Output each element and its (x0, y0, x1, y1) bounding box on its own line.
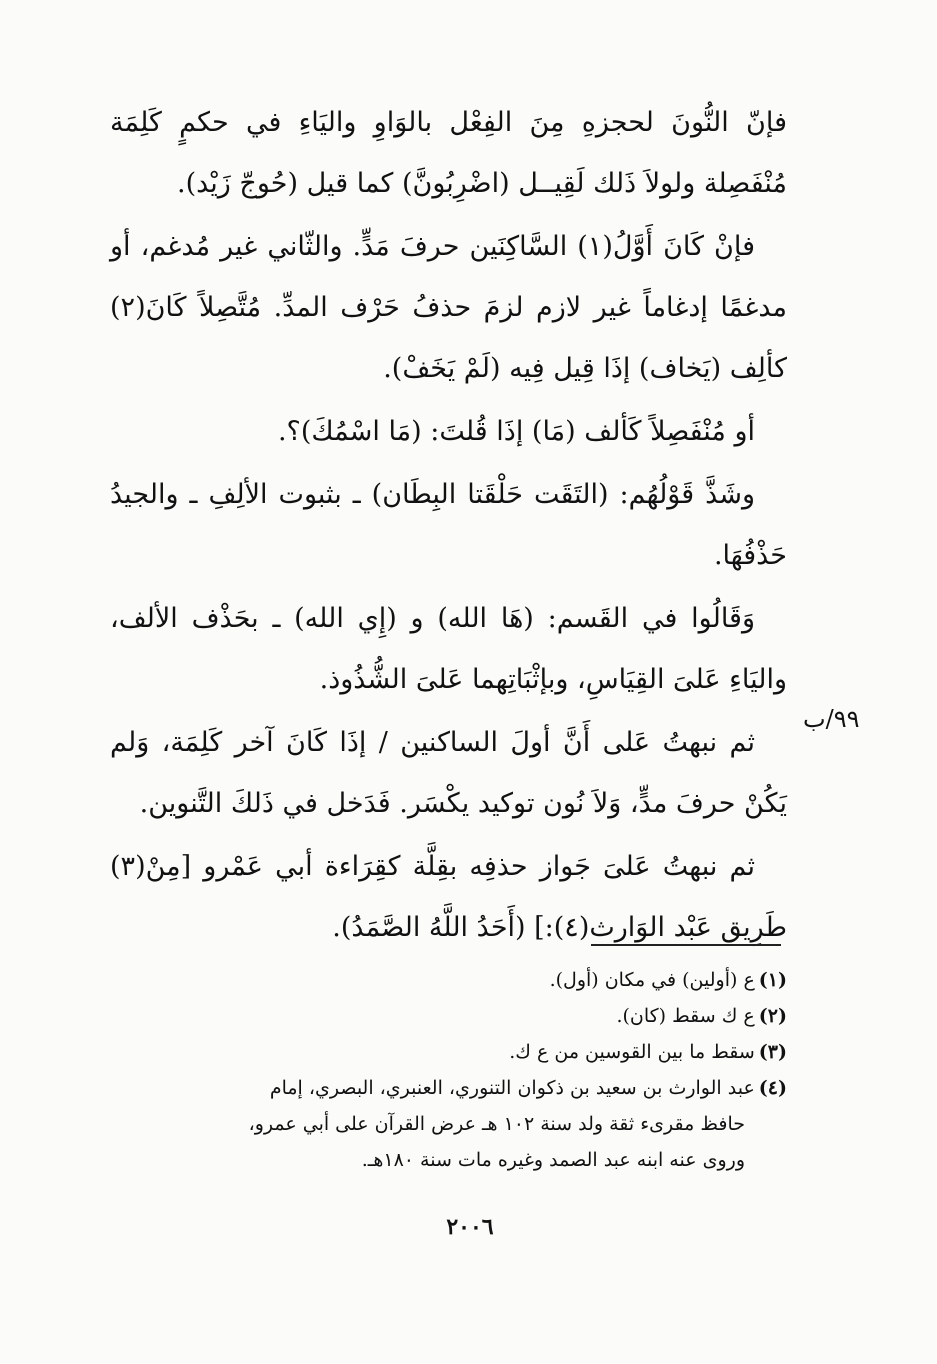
footnotes (110, 962, 787, 1178)
footnote-divider (591, 944, 781, 946)
footnote-text: ع (أولين) في مكان (أول). (549, 969, 755, 991)
footnote-4 (110, 1070, 787, 1106)
paragraph-7: ثم نبهتُ عَلىَ جَواز حذفِه بقِلَّة كقِرَاءة أبي عَمْرو [مِنْ(٣) طَرِيق عَبْد الوَارث(٤):] (أَحَدُ اللَّهُ الصَّمَدُ). (110, 851, 787, 943)
paragraph-1: فإنّ النُّونَ لحجزهِ مِنَ الفِعْل بالوَاوِ واليَاءِ في حكمٍ كَلِمَة مُنْفَصِلة ولولاَ ذَلك لَقِيــل (اضْرِبُونَّ) كما قيل (حُوجّ زَيْد). (110, 107, 787, 199)
footnote-text: عبد الوارث بن سعيد بن ذكوان التنوري، العنبري، البصري، إمام (269, 1077, 755, 1099)
paragraph-5: وَقَالُوا في القَسم: (هَا الله) و (إِي الله) ـ بحَذْف الألف، واليَاءِ عَلىَ القِيَاسِ، وبإثْبَاتِهما عَلىَ الشُّذُوذ. (110, 603, 787, 695)
footnote-number: (٤) (758, 1077, 787, 1099)
paragraph-3: أو مُنْفَصِلاً كَألف (مَا) إذَا قُلتَ: (مَا اسْمُكَ)؟. (277, 416, 755, 447)
footnote-4-line-3: وروى عنه ابنه عبد الصمد وغيره مات سنة ١٨٠هـ. (361, 1149, 745, 1171)
footnote-number: (٣) (758, 1041, 787, 1063)
footnote-2 (110, 998, 787, 1034)
paragraph-2: فإنْ كَانَ أَوَّلُ(١) السَّاكِنَين حرفَ مَدٍّ. والثّاني غير مُدغم، أو مدغمًا إدغاماً غير لازم لزمَ حذفُ حَرْف المدِّ. مُتَّصِلاً كَانَ(٢) كألِف (يَخاف) إذَا قِيل فِيه (لَمْ يَخَفْ). (110, 231, 787, 384)
footnote-text: ع ك سقط (كان). (616, 1005, 755, 1027)
footnote-1 (110, 962, 787, 998)
footnote-4-line-2: حافظ مقرىء ثقة ولد سنة ١٠٢ هـ عرض القرآن على أبي عمرو، (248, 1113, 745, 1135)
footnote-3 (110, 1034, 787, 1070)
footnote-number: (١) (758, 969, 787, 991)
footnote-number: (٢) (758, 1005, 787, 1027)
paragraph-4: وشَذَّ قَوْلُهُم: (التَقَت حَلْقَتا البِطَان) ـ بثبوت الألِفِ ـ والجيدُ حَذْفُهَا. (110, 479, 787, 571)
folio-marker: ٩٩/ب (803, 705, 860, 733)
main-text (110, 92, 787, 960)
page-number: ٢٠٠٦ (446, 1214, 494, 1240)
footnote-text: سقط ما بين القوسين من ع ك. (509, 1041, 755, 1063)
paragraph-6: ثم نبهتُ عَلى أَنَّ أولَ الساكنين / إذَا كَانَ آخر كَلِمَة، وَلم يَكُنْ حرفَ مدٍّ، وَلاَ نُون توكيد يكْسَر. فَدَخل في ذَلكَ التَّنوين. (110, 727, 787, 819)
